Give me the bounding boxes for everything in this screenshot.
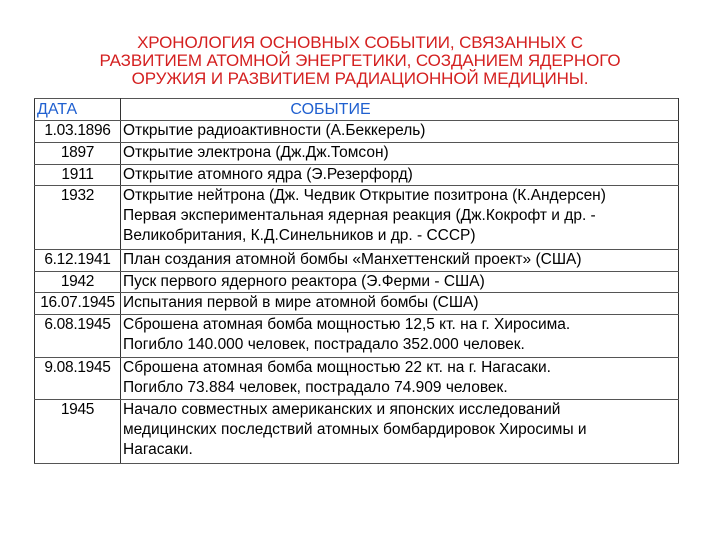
event-cell — [121, 186, 679, 249]
event-cell — [121, 271, 679, 293]
event-cell — [121, 164, 679, 186]
date-cell: 6.08.1945 — [35, 315, 121, 358]
event-text-line: Открытие нейтрона (Дж. Чедвик Открытие позитрона (К.Андерсен) — [123, 187, 606, 205]
event-text-line: Сброшена атомная бомба мощностью 12,5 кт. на г. Хиросима. — [123, 316, 571, 334]
date-cell: 1942 — [35, 271, 121, 293]
date-cell: 1945 — [35, 400, 121, 464]
page-title — [60, 34, 660, 88]
date-cell: 1897 — [35, 142, 121, 164]
table-row — [35, 121, 679, 143]
title-line: ХРОНОЛОГИЯ ОСНОВНЫХ СОБЫТИИ, СВЯЗАННЫХ С — [137, 33, 583, 52]
table-row — [35, 164, 679, 186]
event-text-line: Погибло 140.000 человек, пострадало 352.000 человек. — [123, 336, 525, 354]
table-row — [35, 142, 679, 164]
table-row — [35, 249, 679, 271]
event-text-line: медицинских последствий атомных бомбардировок Хиросимы и — [123, 421, 587, 439]
event-cell — [121, 315, 679, 358]
event-text-line: Начало совместных американских и японских исследований — [123, 401, 561, 419]
date-cell: 1911 — [35, 164, 121, 186]
table-row — [35, 186, 679, 249]
date-cell: 1932 — [35, 186, 121, 249]
event-cell — [121, 142, 679, 164]
column-header-date: ДАТА — [35, 99, 121, 121]
event-text-line: План создания атомной бомбы «Манхеттенский проект» (США) — [123, 250, 582, 268]
event-cell — [121, 121, 679, 143]
event-text-line: Погибло 73.884 человек, пострадало 74.909 человек. — [123, 378, 508, 396]
table-row — [35, 315, 679, 358]
title-line: ОРУЖИЯ И РАЗВИТИЕМ РАДИАЦИОННОЙ МЕДИЦИНЫ. — [131, 69, 589, 88]
event-text-line: Открытие электрона (Дж.Дж.Томсон) — [123, 143, 389, 161]
event-text-line: Великобритания, К.Д.Синельников и др. - СССР) — [123, 227, 476, 245]
date-cell: 16.07.1945 — [35, 293, 121, 315]
table-body — [35, 121, 679, 464]
table-row — [35, 271, 679, 293]
table-row — [35, 357, 679, 400]
event-cell — [121, 293, 679, 315]
table-header-row — [35, 99, 679, 121]
date-cell: 1.03.1896 — [35, 121, 121, 143]
event-text-line: Первая экспериментальная ядерная реакция (Дж.Кокрофт и др. - — [123, 207, 596, 225]
event-text-line: Нагасаки. — [123, 441, 193, 459]
event-text-line: Испытания первой в мире атомной бомбы (США) — [123, 294, 479, 312]
event-cell — [121, 400, 679, 464]
table-row — [35, 400, 679, 464]
event-text-line: Пуск первого ядерного реактора (Э.Ферми - США) — [123, 272, 485, 290]
title-line: РАЗВИТИЕМ АТОМНОЙ ЭНЕРГЕТИКИ, СОЗДАНИЕМ ЯДЕРНОГО — [99, 51, 621, 70]
event-cell — [121, 357, 679, 400]
date-cell: 6.12.1941 — [35, 249, 121, 271]
event-text-line: Открытие атомного ядра (Э.Резерфорд) — [123, 165, 413, 183]
event-cell — [121, 249, 679, 271]
table-row — [35, 293, 679, 315]
date-cell: 9.08.1945 — [35, 357, 121, 400]
event-text-line: Открытие радиоактивности (А.Беккерель) — [123, 122, 426, 139]
column-header-event: СОБЫТИЕ — [121, 99, 679, 121]
event-text-line: Сброшена атомная бомба мощностью 22 кт. на г. Нагасаки. — [123, 358, 551, 376]
chronology-table — [34, 98, 679, 464]
